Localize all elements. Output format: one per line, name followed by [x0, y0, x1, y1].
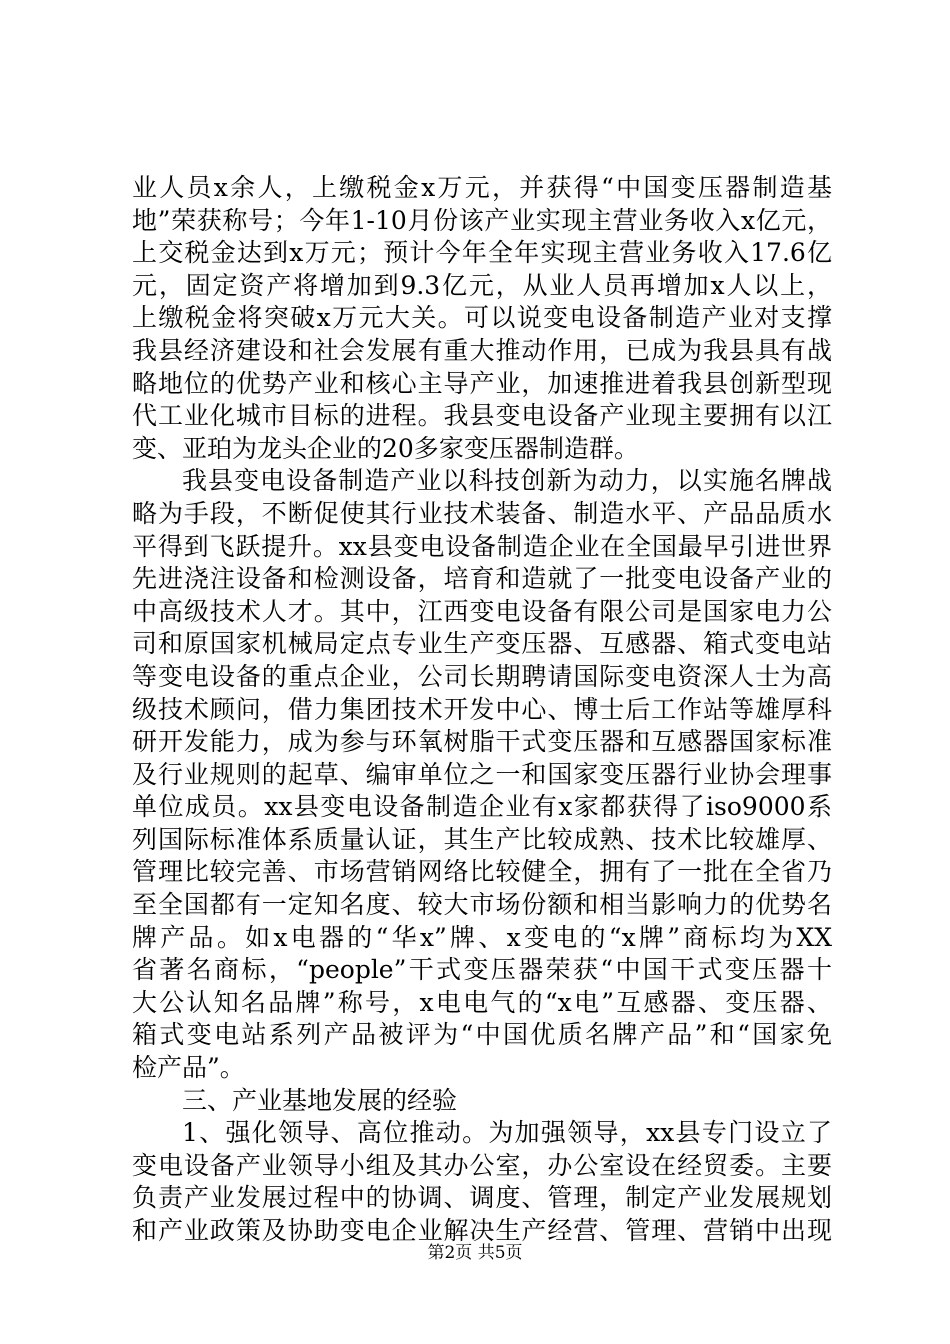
text-line: 箱式变电站系列产品被评为“中国优质名牌产品”和“国家免 [132, 1020, 832, 1050]
text-line: 变电设备产业领导小组及其办公室，办公室设在经贸委。主要 [132, 1150, 832, 1180]
text-line: 我县经济建设和社会发展有重大推动作用，已成为我县具有战 [132, 335, 832, 365]
text-line: 级技术顾问，借力集团技术开发中心、博士后工作站等雄厚科 [132, 694, 832, 724]
text-line: 司和原国家机械局定点专业生产变压器、互感器、箱式变电站 [132, 629, 832, 659]
text-line: 负责产业发展过程中的协调、调度、管理，制定产业发展规划 [132, 1183, 832, 1213]
text-line: 和产业政策及协助变电企业解决生产经营、管理、营销中出现 [132, 1216, 832, 1245]
text-line: 列国际标准体系质量认证，其生产比较成熟、技术比较雄厚、 [132, 824, 832, 854]
text-line: 中高级技术人才。其中，江西变电设备有限公司是国家电力公 [132, 596, 832, 626]
text-line: 及行业规则的起草、编审单位之一和国家变压器行业协会理事 [132, 759, 832, 789]
paragraph [132, 465, 832, 1084]
text-line: 略地位的优势产业和核心主导产业，加速推进着我县创新型现 [132, 368, 832, 398]
text-line: 1、强化领导、高位推动。为加强领导，xx县专门设立了 [182, 1118, 832, 1148]
text-line: 至全国都有一定知名度、较大市场份额和相当影响力的优势名 [132, 890, 832, 920]
paragraph [132, 1085, 832, 1118]
text-line: 先进浇注设备和检测设备，培育和造就了一批变电设备产业的 [132, 564, 832, 594]
page-footer: 第2页 共5页 [427, 1243, 523, 1263]
text-line: 三、产业基地发展的经验 [182, 1085, 458, 1115]
text-line: 略为手段，不断促使其行业技术装备、制造水平、产品品质水 [132, 498, 832, 528]
text-line: 研开发能力，成为参与环氧树脂干式变压器和互感器国家标准 [132, 727, 832, 757]
text-line: 代工业化城市目标的进程。我县变电设备产业现主要拥有以江 [132, 401, 832, 431]
text-line: 大公认知名品牌”称号，x电电气的“x电”互感器、变压器、 [132, 987, 832, 1017]
text-line: 平得到飞跃提升。xx县变电设备制造企业在全国最早引进世界 [132, 531, 832, 561]
text-line: 我县变电设备制造产业以科技创新为动力，以实施名牌战 [182, 466, 832, 496]
text-line: 元，固定资产将增加到9.3亿元，从业人员再增加x人以上， [132, 270, 832, 300]
text-line: 省著名商标，“people”干式变压器荣获“中国干式变压器十 [132, 955, 832, 985]
paragraph [132, 1117, 832, 1247]
document-body [132, 172, 832, 1248]
text-line: 单位成员。xx县变电设备制造企业有x家都获得了iso9000系 [132, 792, 832, 822]
text-line: 地”荣获称号；今年1-10月份该产业实现主营业务收入x亿元， [132, 205, 832, 235]
text-line: 变、亚珀为龙头企业的20多家变压器制造群。 [132, 433, 639, 463]
text-line: 业人员x余人，上缴税金x万元，并获得“中国变压器制造基 [132, 173, 832, 202]
paragraph [132, 172, 832, 465]
text-line: 管理比较完善、市场营销网络比较健全，拥有了一批在全省乃 [132, 857, 832, 887]
text-line: 上交税金达到x万元；预计今年全年实现主营业务收入17.6亿 [132, 238, 832, 268]
text-line: 上缴税金将突破x万元大关。可以说变电设备制造产业对支撑 [132, 303, 832, 333]
text-line: 牌产品。如x电器的“华x”牌、x变电的“x牌”商标均为XX [132, 922, 832, 952]
text-line: 检产品”。 [132, 1053, 245, 1083]
text-line: 等变电设备的重点企业，公司长期聘请国际变电资深人士为高 [132, 661, 832, 691]
